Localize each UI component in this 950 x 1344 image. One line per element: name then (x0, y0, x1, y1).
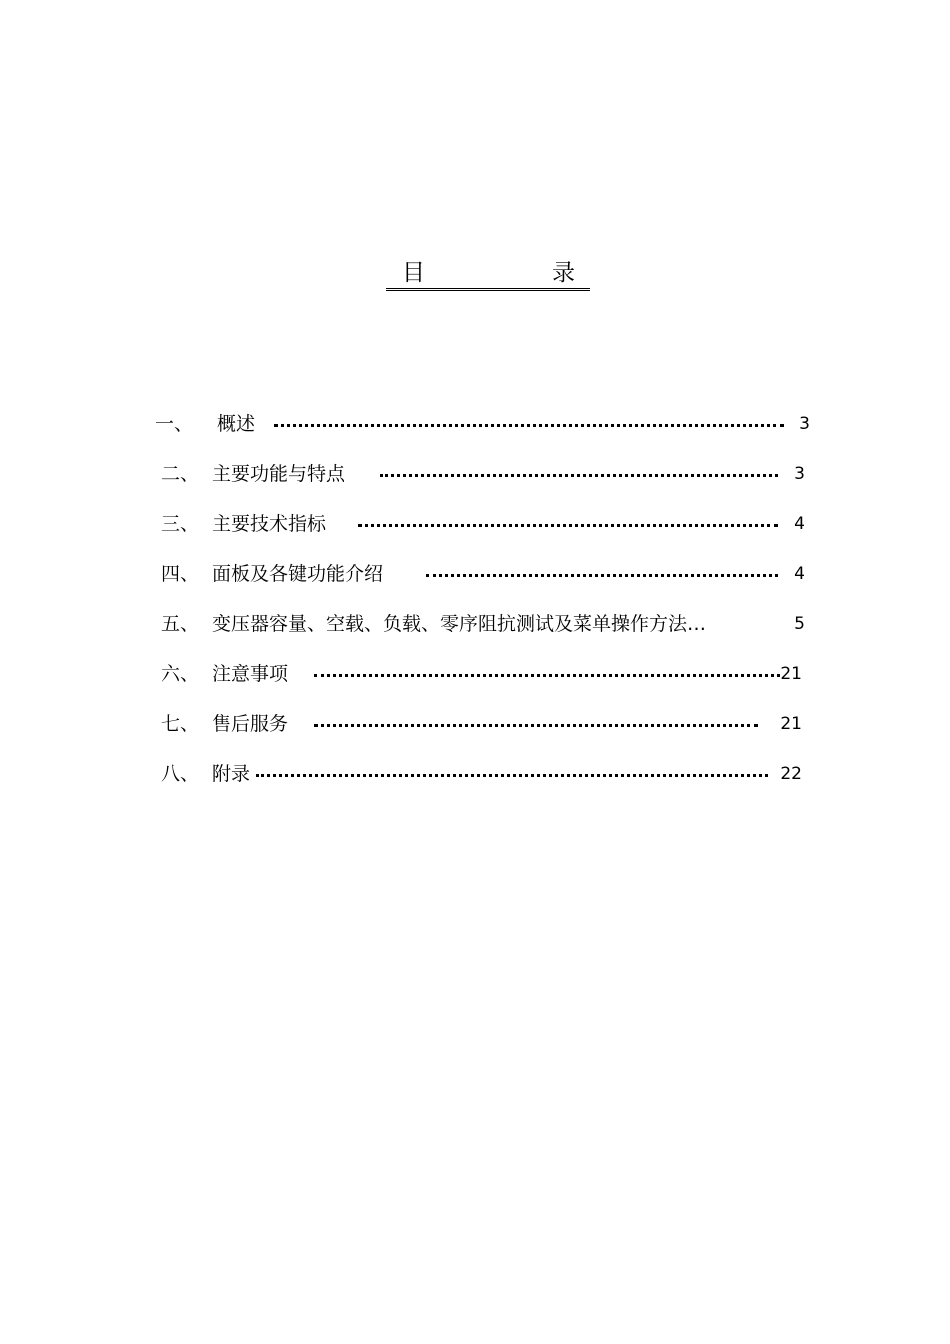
toc-entry[interactable] (0, 560, 950, 588)
toc-entry-page: 3 (799, 414, 810, 434)
toc-entry-label: 变压器容量、空载、负载、零序阻抗测试及菜单操作方法… (212, 613, 707, 635)
toc-title-char-2: 录 (552, 260, 575, 286)
toc-entry-label: 附录 (212, 763, 251, 785)
toc-title-char-1: 目 (402, 260, 425, 286)
toc-entry-label: 主要技术指标 (212, 513, 327, 535)
toc-entry-page: 21 (780, 664, 802, 684)
toc-entry-leader (380, 474, 778, 477)
toc-entry-number: 四、 (161, 563, 200, 585)
toc-entry-number: 二、 (161, 463, 200, 485)
toc-entry-number: 三、 (161, 513, 200, 535)
toc-entry-number: 七、 (161, 713, 200, 735)
toc-entry-label: 面板及各键功能介绍 (212, 563, 384, 585)
toc-entry[interactable] (0, 760, 950, 788)
toc-entry-leader (426, 574, 778, 577)
toc-entry-number: 一、 (155, 413, 194, 435)
toc-entry[interactable] (0, 410, 950, 438)
toc-entry-leader (358, 524, 778, 527)
toc-entry[interactable] (0, 660, 950, 688)
toc-entry-page: 22 (780, 764, 802, 784)
toc-entry[interactable] (0, 510, 950, 538)
toc-entry-page: 4 (794, 564, 805, 584)
toc-entry-page: 3 (794, 464, 805, 484)
toc-entry-label: 注意事项 (212, 663, 289, 685)
toc-entry-leader (314, 674, 780, 677)
toc-entry[interactable] (0, 460, 950, 488)
toc-entry-label: 主要功能与特点 (212, 463, 346, 485)
toc-entry-page: 21 (780, 714, 802, 734)
toc-entry-page: 4 (794, 514, 805, 534)
toc-entry-leader (256, 774, 768, 777)
toc-entry-number: 六、 (161, 663, 200, 685)
toc-entry-leader (314, 724, 758, 727)
toc-entry-page: 5 (794, 614, 805, 634)
toc-entry[interactable] (0, 610, 950, 638)
toc-entry-label: 概述 (217, 413, 256, 435)
toc-entry-leader (274, 424, 784, 427)
toc-entry-label: 售后服务 (212, 713, 289, 735)
toc-entry[interactable] (0, 710, 950, 738)
toc-entry-number: 五、 (161, 613, 200, 635)
toc-entry-number: 八、 (161, 763, 200, 785)
